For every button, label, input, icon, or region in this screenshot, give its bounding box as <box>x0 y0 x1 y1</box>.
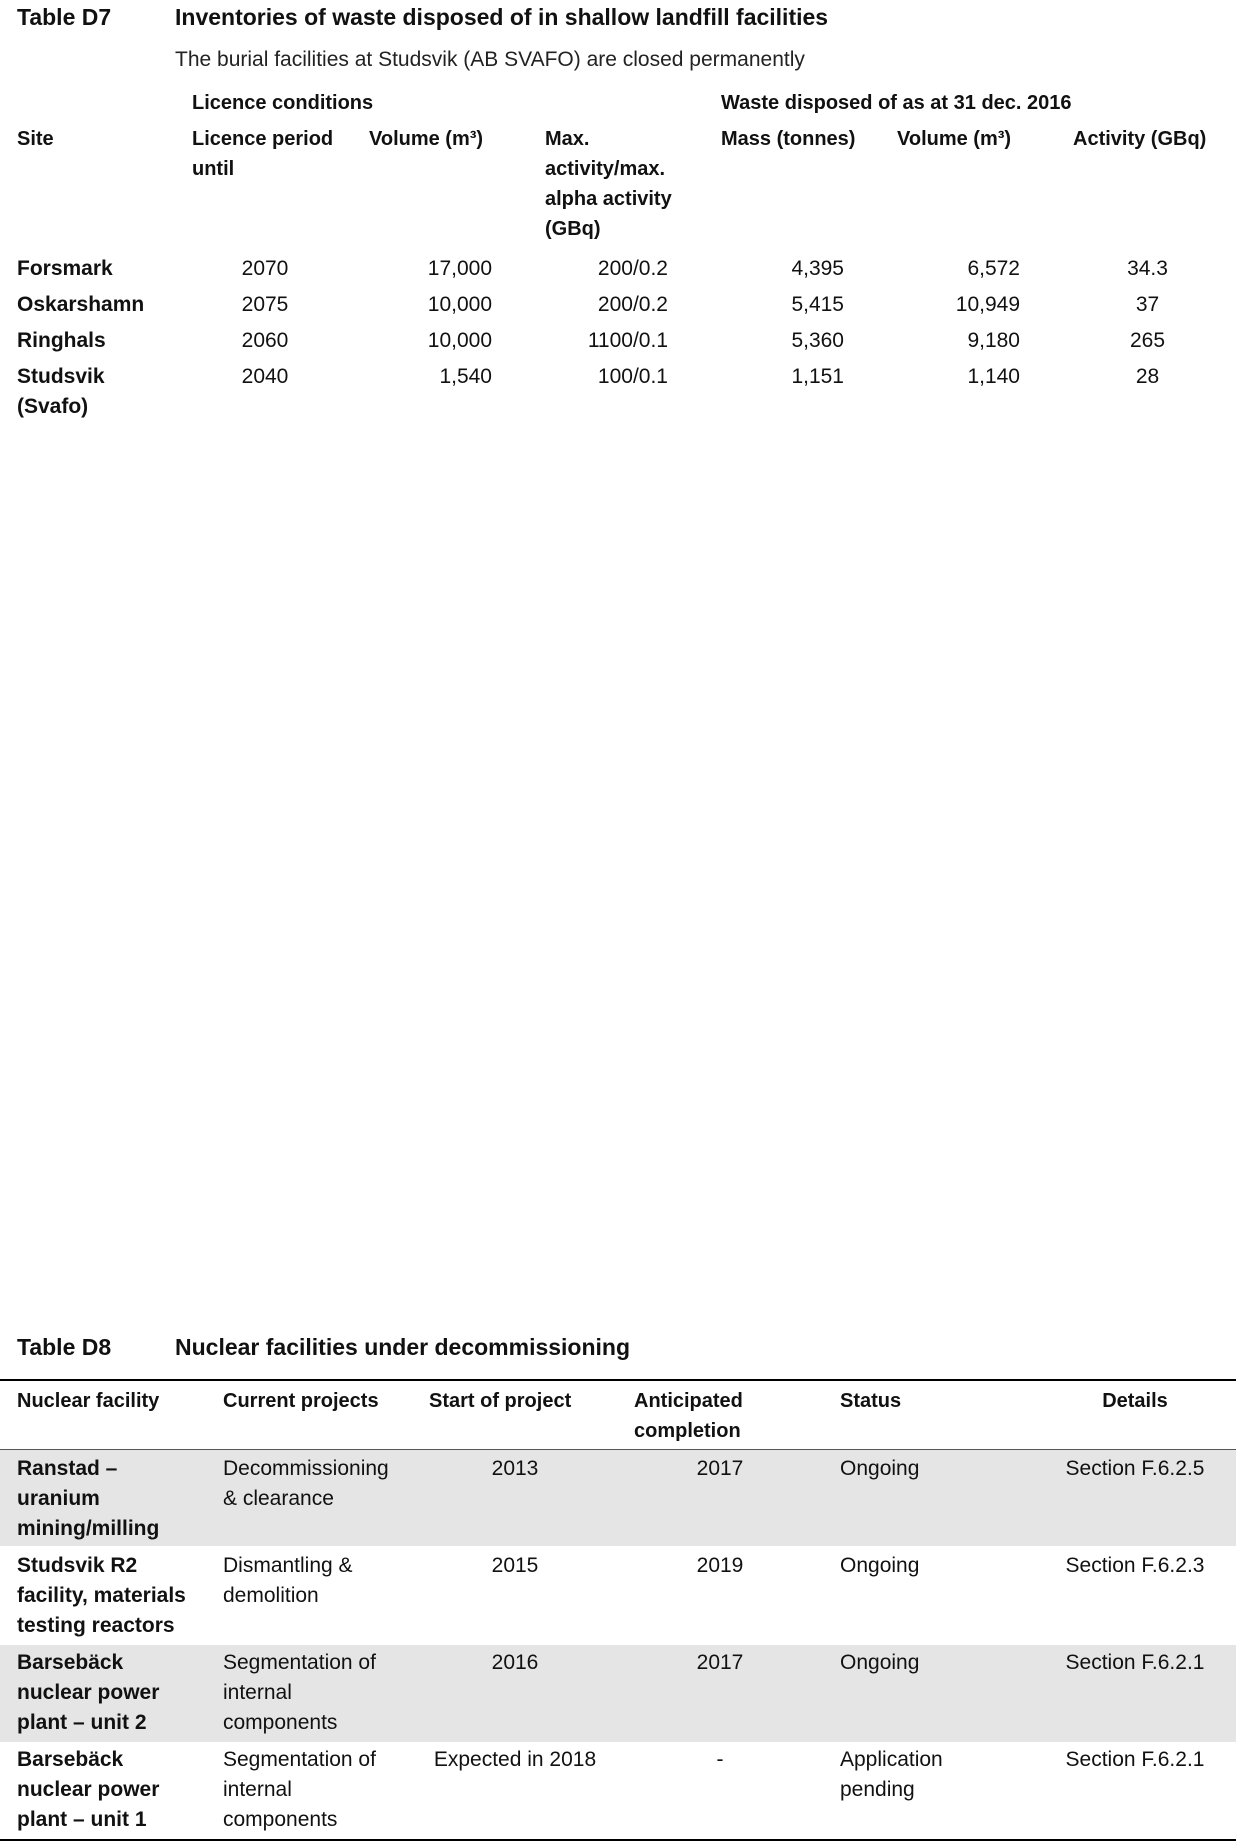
completion-cell: - <box>716 1748 724 1771</box>
table-d8-caption: Nuclear facilities under decommissioning <box>175 1334 631 1360</box>
status-cell: Ongoing <box>840 1457 920 1480</box>
completion-cell: 2019 <box>696 1554 744 1577</box>
start-cell: 2015 <box>491 1554 539 1577</box>
col-header-activity: Activity (GBq) <box>1073 128 1207 150</box>
projects-cell: Segmentation of internal components <box>223 1748 376 1831</box>
details-cell: Section F.6.2.1 <box>1065 1748 1205 1771</box>
col-header-site: Site <box>17 128 54 150</box>
group-header-waste: Waste disposed of as at 31 dec. 2016 <box>721 92 1072 114</box>
licence-period-cell: 2040 <box>241 365 289 388</box>
volume-disposed-cell: 9,180 <box>967 329 1020 352</box>
details-cell: Section F.6.2.3 <box>1065 1554 1205 1577</box>
start-cell: Expected in 2018 <box>433 1748 597 1771</box>
site-cell: Forsmark <box>17 257 113 280</box>
details-cell: Section F.6.2.1 <box>1065 1651 1205 1674</box>
table-d7-label: Table D7 <box>17 4 112 30</box>
col-header-anticipated-completion: Anticipated completion <box>634 1390 743 1442</box>
projects-cell: Decommissioning & clearance <box>223 1457 389 1510</box>
volume-disposed-cell: 6,572 <box>967 257 1020 280</box>
activity-cell: 34.3 <box>1127 257 1168 280</box>
facility-cell: Ranstad – uranium mining/milling <box>17 1457 160 1540</box>
col-header-licence-period: Licence period until <box>192 128 334 180</box>
table-d8-label: Table D8 <box>17 1334 112 1360</box>
facility-cell: Studsvik R2 facility, materials testing reactors <box>17 1554 186 1637</box>
projects-cell: Dismantling & demolition <box>223 1554 353 1607</box>
col-header-max-activity: Max. activity/max. alpha activity (GBq) <box>545 128 672 240</box>
col-header-mass: Mass (tonnes) <box>721 128 856 150</box>
status-cell: Application pending <box>840 1748 943 1801</box>
col-header-status: Status <box>840 1390 902 1412</box>
max-activity-cell: 1100/0.1 <box>587 329 668 352</box>
col-header-start-of-project: Start of project <box>429 1390 572 1412</box>
max-activity-cell: 200/0.2 <box>597 257 668 280</box>
facility-cell: Barsebäck nuclear power plant – unit 2 <box>17 1651 160 1734</box>
col-header-details: Details <box>1102 1390 1168 1412</box>
volume-cell: 10,000 <box>427 293 492 316</box>
details-cell: Section F.6.2.5 <box>1065 1457 1205 1480</box>
group-header-licence: Licence conditions <box>192 92 374 114</box>
facility-cell: Barsebäck nuclear power plant – unit 1 <box>17 1748 160 1831</box>
volume-cell: 17,000 <box>427 257 492 280</box>
licence-period-cell: 2070 <box>241 257 289 280</box>
volume-cell: 1,540 <box>439 365 492 388</box>
max-activity-cell: 100/0.1 <box>597 365 668 388</box>
mass-cell: 5,415 <box>791 293 844 316</box>
mass-cell: 5,360 <box>791 329 844 352</box>
status-cell: Ongoing <box>840 1554 920 1577</box>
volume-disposed-cell: 10,949 <box>955 293 1020 316</box>
start-cell: 2016 <box>491 1651 539 1674</box>
status-cell: Ongoing <box>840 1651 920 1674</box>
licence-period-cell: 2060 <box>241 329 289 352</box>
licence-period-cell: 2075 <box>241 293 289 316</box>
activity-cell: 28 <box>1135 365 1160 388</box>
mass-cell: 4,395 <box>791 257 844 280</box>
col-header-volume: Volume (m³) <box>369 128 484 150</box>
volume-cell: 10,000 <box>427 329 492 352</box>
completion-cell: 2017 <box>696 1651 744 1674</box>
max-activity-cell: 200/0.2 <box>597 293 668 316</box>
col-header-volume-disposed: Volume (m³) <box>897 128 1012 150</box>
completion-cell: 2017 <box>696 1457 744 1480</box>
activity-cell: 37 <box>1135 293 1160 316</box>
site-cell: Ringhals <box>17 329 106 352</box>
table-d7-caption: Inventories of waste disposed of in shallow landfill facilities <box>175 4 829 30</box>
table-d8-bottom-rule <box>0 1839 1236 1841</box>
site-cell: Oskarshamn <box>17 293 145 316</box>
site-cell: Studsvik (Svafo) <box>17 365 105 418</box>
start-cell: 2013 <box>491 1457 539 1480</box>
mass-cell: 1,151 <box>791 365 844 388</box>
activity-cell: 265 <box>1129 329 1166 352</box>
col-header-nuclear-facility: Nuclear facility <box>17 1390 160 1412</box>
col-header-current-projects: Current projects <box>223 1390 379 1412</box>
table-d7-note: The burial facilities at Studsvik (AB SVAFO) are closed permanently <box>175 48 805 71</box>
table-d8-top-rule <box>0 1379 1236 1381</box>
volume-disposed-cell: 1,140 <box>967 365 1020 388</box>
projects-cell: Segmentation of internal components <box>223 1651 376 1734</box>
